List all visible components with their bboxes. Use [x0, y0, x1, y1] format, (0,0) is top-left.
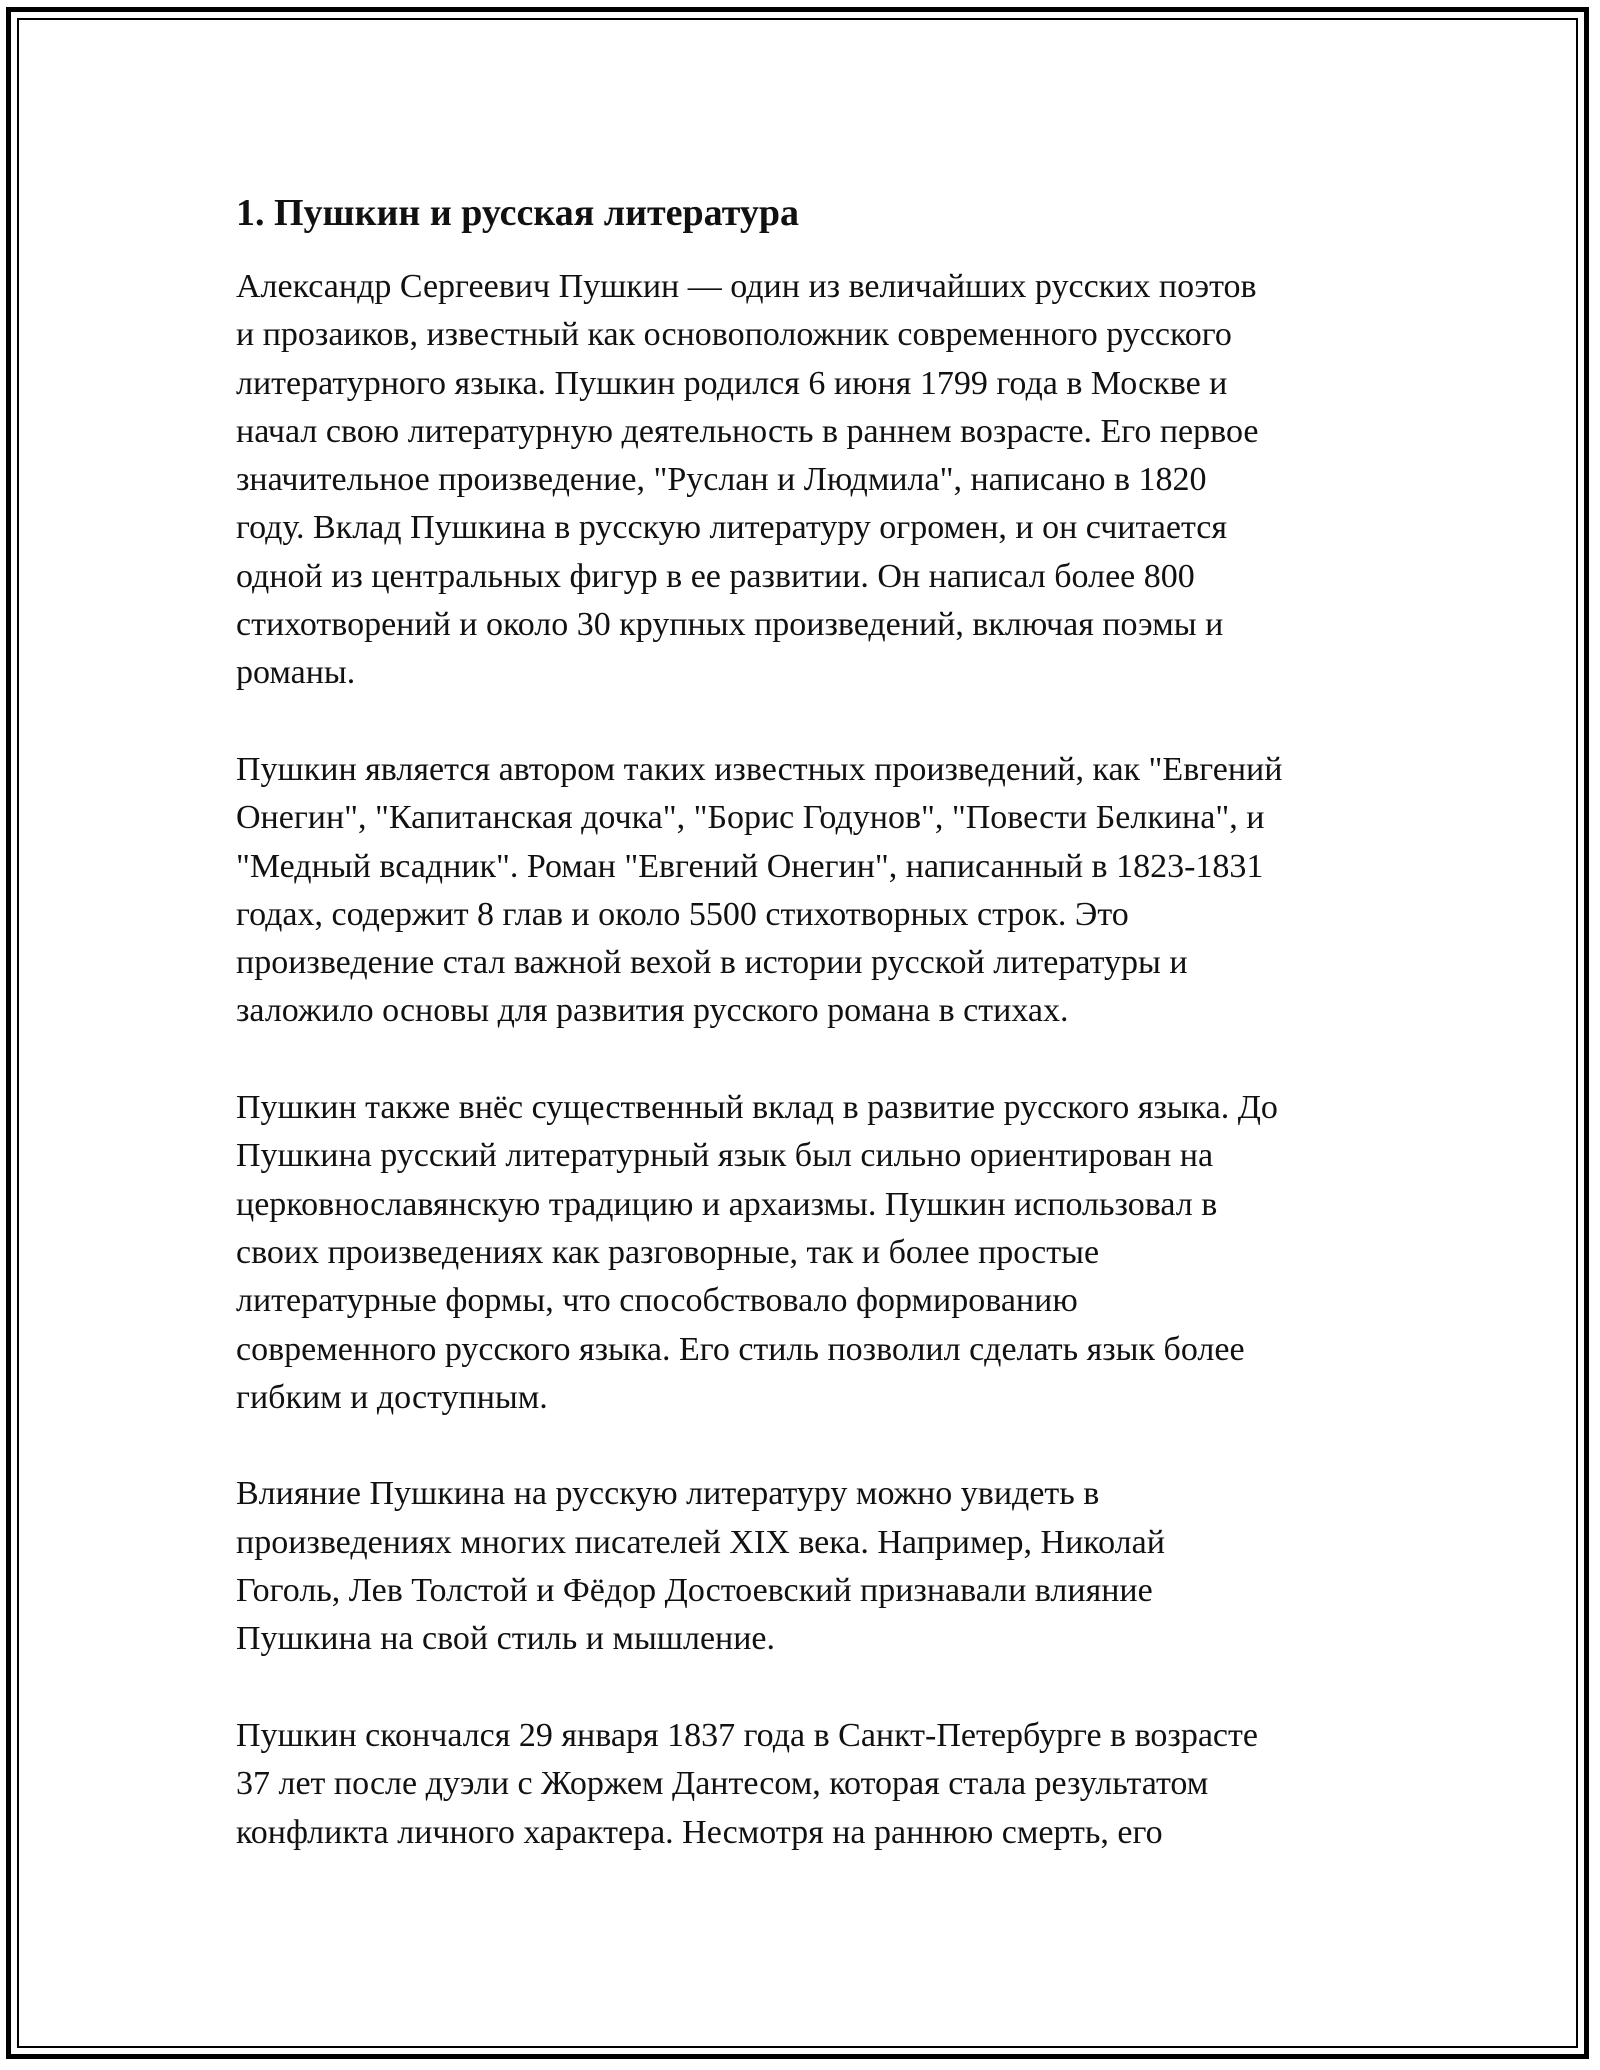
- paragraph-5: [236, 1712, 1386, 1857]
- paragraph-1: [236, 263, 1386, 698]
- text-line: заложило основы для развития русского романа в стихах.: [236, 992, 1069, 1030]
- paragraph-container: [236, 263, 1386, 1857]
- text-line: значительное произведение, "Руслан и Людмила", написано в 1820: [236, 461, 1207, 499]
- text-line: литературного языка. Пушкин родился 6 июня 1799 года в Москве и: [236, 364, 1228, 402]
- text-line: Александр Сергеевич Пушкин — один из величайших русских поэтов: [236, 268, 1257, 305]
- text-line: Гоголь, Лев Толстой и Фёдор Достоевский признавали влияние: [236, 1572, 1153, 1610]
- paragraph-4: [236, 1470, 1386, 1663]
- text-line: Пушкин является автором таких известных произведений, как "Евгений: [236, 750, 1283, 788]
- text-line: одной из центральных фигур в ее развитии. Он написал более 800: [236, 557, 1195, 595]
- text-line: Пушкин также внёс существенный вклад в развитие русского языка. До: [236, 1089, 1278, 1127]
- section-heading: 1. Пушкин и русская литература: [236, 192, 799, 234]
- text-line: произведение стал важной вехой в истории русской литературы и: [236, 944, 1188, 982]
- text-line: стихотворений и около 30 крупных произведений, включая поэмы и: [236, 606, 1224, 644]
- text-line: "Медный всадник". Роман "Евгений Онегин", написанный в 1823-1831: [236, 847, 1264, 885]
- paragraph-3: [236, 1084, 1386, 1422]
- text-line: гибким и доступным.: [236, 1378, 548, 1416]
- text-line: 37 лет после дуэли с Жоржем Дантесом, которая стала результатом: [236, 1765, 1209, 1803]
- text-line: Пушкина на свой стиль и мышление.: [236, 1620, 776, 1658]
- text-line: своих произведениях как разговорные, так и более простые: [236, 1233, 1100, 1271]
- text-line: году. Вклад Пушкина в русскую литературу огромен, и он считается: [236, 509, 1227, 547]
- text-line: церковнославянскую традицию и архаизмы. Пушкин использовал в: [236, 1185, 1218, 1223]
- text-line: конфликта личного характера. Несмотря на раннюю смерть, его: [236, 1813, 1163, 1851]
- text-line: Онегин", "Капитанская дочка", "Борис Годунов", "Повести Белкина", и: [236, 799, 1265, 837]
- document-body: [236, 184, 1386, 1905]
- text-line: Пушкин скончался 29 января 1837 года в Санкт-Петербурге в возрасте: [236, 1716, 1258, 1754]
- text-line: современного русского языка. Его стиль позволил сделать язык более: [236, 1330, 1245, 1368]
- text-line: произведениях многих писателей XIX века. Например, Николай: [236, 1523, 1165, 1561]
- text-line: и прозаиков, известный как основоположник современного русского: [236, 316, 1232, 354]
- text-line: Влияние Пушкина на русскую литературу можно увидеть в: [236, 1475, 1100, 1513]
- text-line: литературные формы, что способствовало формированию: [236, 1282, 1078, 1320]
- text-line: Пушкина русский литературный язык был сильно ориентирован на: [236, 1137, 1214, 1175]
- paragraph-2: [236, 746, 1386, 1036]
- text-line: годах, содержит 8 глав и около 5500 стихотворных строк. Это: [236, 895, 1129, 933]
- text-line: романы.: [236, 654, 356, 692]
- text-line: начал свою литературную деятельность в раннем возрасте. Его первое: [236, 412, 1259, 450]
